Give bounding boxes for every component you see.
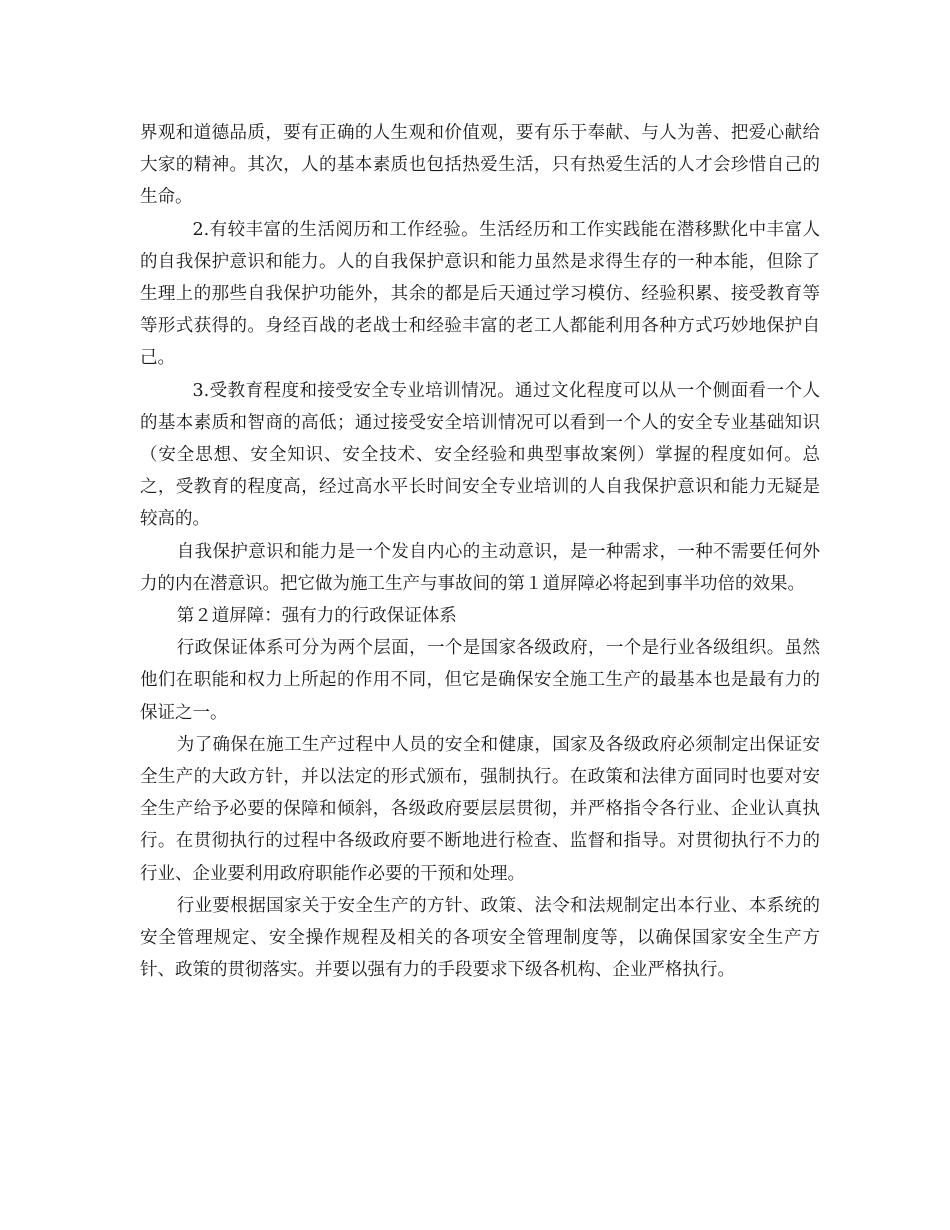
document-body — [140, 117, 820, 986]
paragraph-item-2: 2.有较丰富的生活阅历和工作经验。生活经历和工作实践能在潜移默化中丰富人的自我保护意识和能力。人的自我保护意识和能力虽然是求得生存的一种本能，但除了生理上的那些自我保护功能外，其余的都是后天通过学习模仿、经验积累、接受教育等等形式获得的。身经百战的老战士和经验丰富的老工人都能利用各种方式巧妙地保护自己。 — [140, 219, 820, 369]
paragraph-summary: 自我保护意识和能力是一个发自内心的主动意识，是一种需求，一种不需要任何外力的内在潜意识。把它做为施工生产与事故间的第１道屏障必将起到事半功倍的效果。 — [140, 541, 820, 594]
paragraph-continuation: 界观和道德品质，要有正确的人生观和价值观，要有乐于奉献、与人为善、把爱心献给大家的精神。其次，人的基本素质也包括热爱生活，只有热爱生活的人才会珍惜自己的生命。 — [140, 123, 820, 208]
paragraph-industry: 行业要根据国家关于安全生产的方针、政策、法令和法规制定出本行业、本系统的安全管理规定、安全操作规程及相关的各项安全管理制度等，以确保国家安全生产方针、政策的贯彻落实。并要以强有力的手段要求下级各机构、企业严格执行。 — [140, 895, 820, 981]
paragraph-admin-system: 行政保证体系可分为两个层面，一个是国家各级政府，一个是行业各级组织。虽然他们在职能和权力上所起的作用不同，但它是确保安全施工生产的最基本也是最有力的保证之一。 — [140, 638, 820, 723]
section-heading: 第２道屏障：强有力的行政保证体系 — [176, 606, 457, 627]
paragraph-item-3: 3.受教育程度和接受安全专业培训情况。通过文化程度可以从一个侧面看一个人的基本素质和智商的高低；通过接受安全培训情况可以看到一个人的安全专业基础知识（安全思想、安全知识、安全技术、安全经验和典型事故案例）掌握的程度如何。总之，受教育的程度高，经过高水平长时间安全专业培训的人自我保护意识和能力无疑是较高的。 — [140, 380, 820, 530]
paragraph-government: 为了确保在施工生产过程中人员的安全和健康，国家及各级政府必须制定出保证安全生产的大政方针，并以法定的形式颁布，强制执行。在政策和法律方面同时也要对安全生产给予必要的保障和倾斜，各级政府要层层贯彻，并严格指令各行业、企业认真执行。在贯彻执行的过程中各级政府要不断地进行检查、监督和指导。对贯彻执行不力的行业、企业要利用政府职能作必要的干预和处理。 — [140, 734, 820, 884]
